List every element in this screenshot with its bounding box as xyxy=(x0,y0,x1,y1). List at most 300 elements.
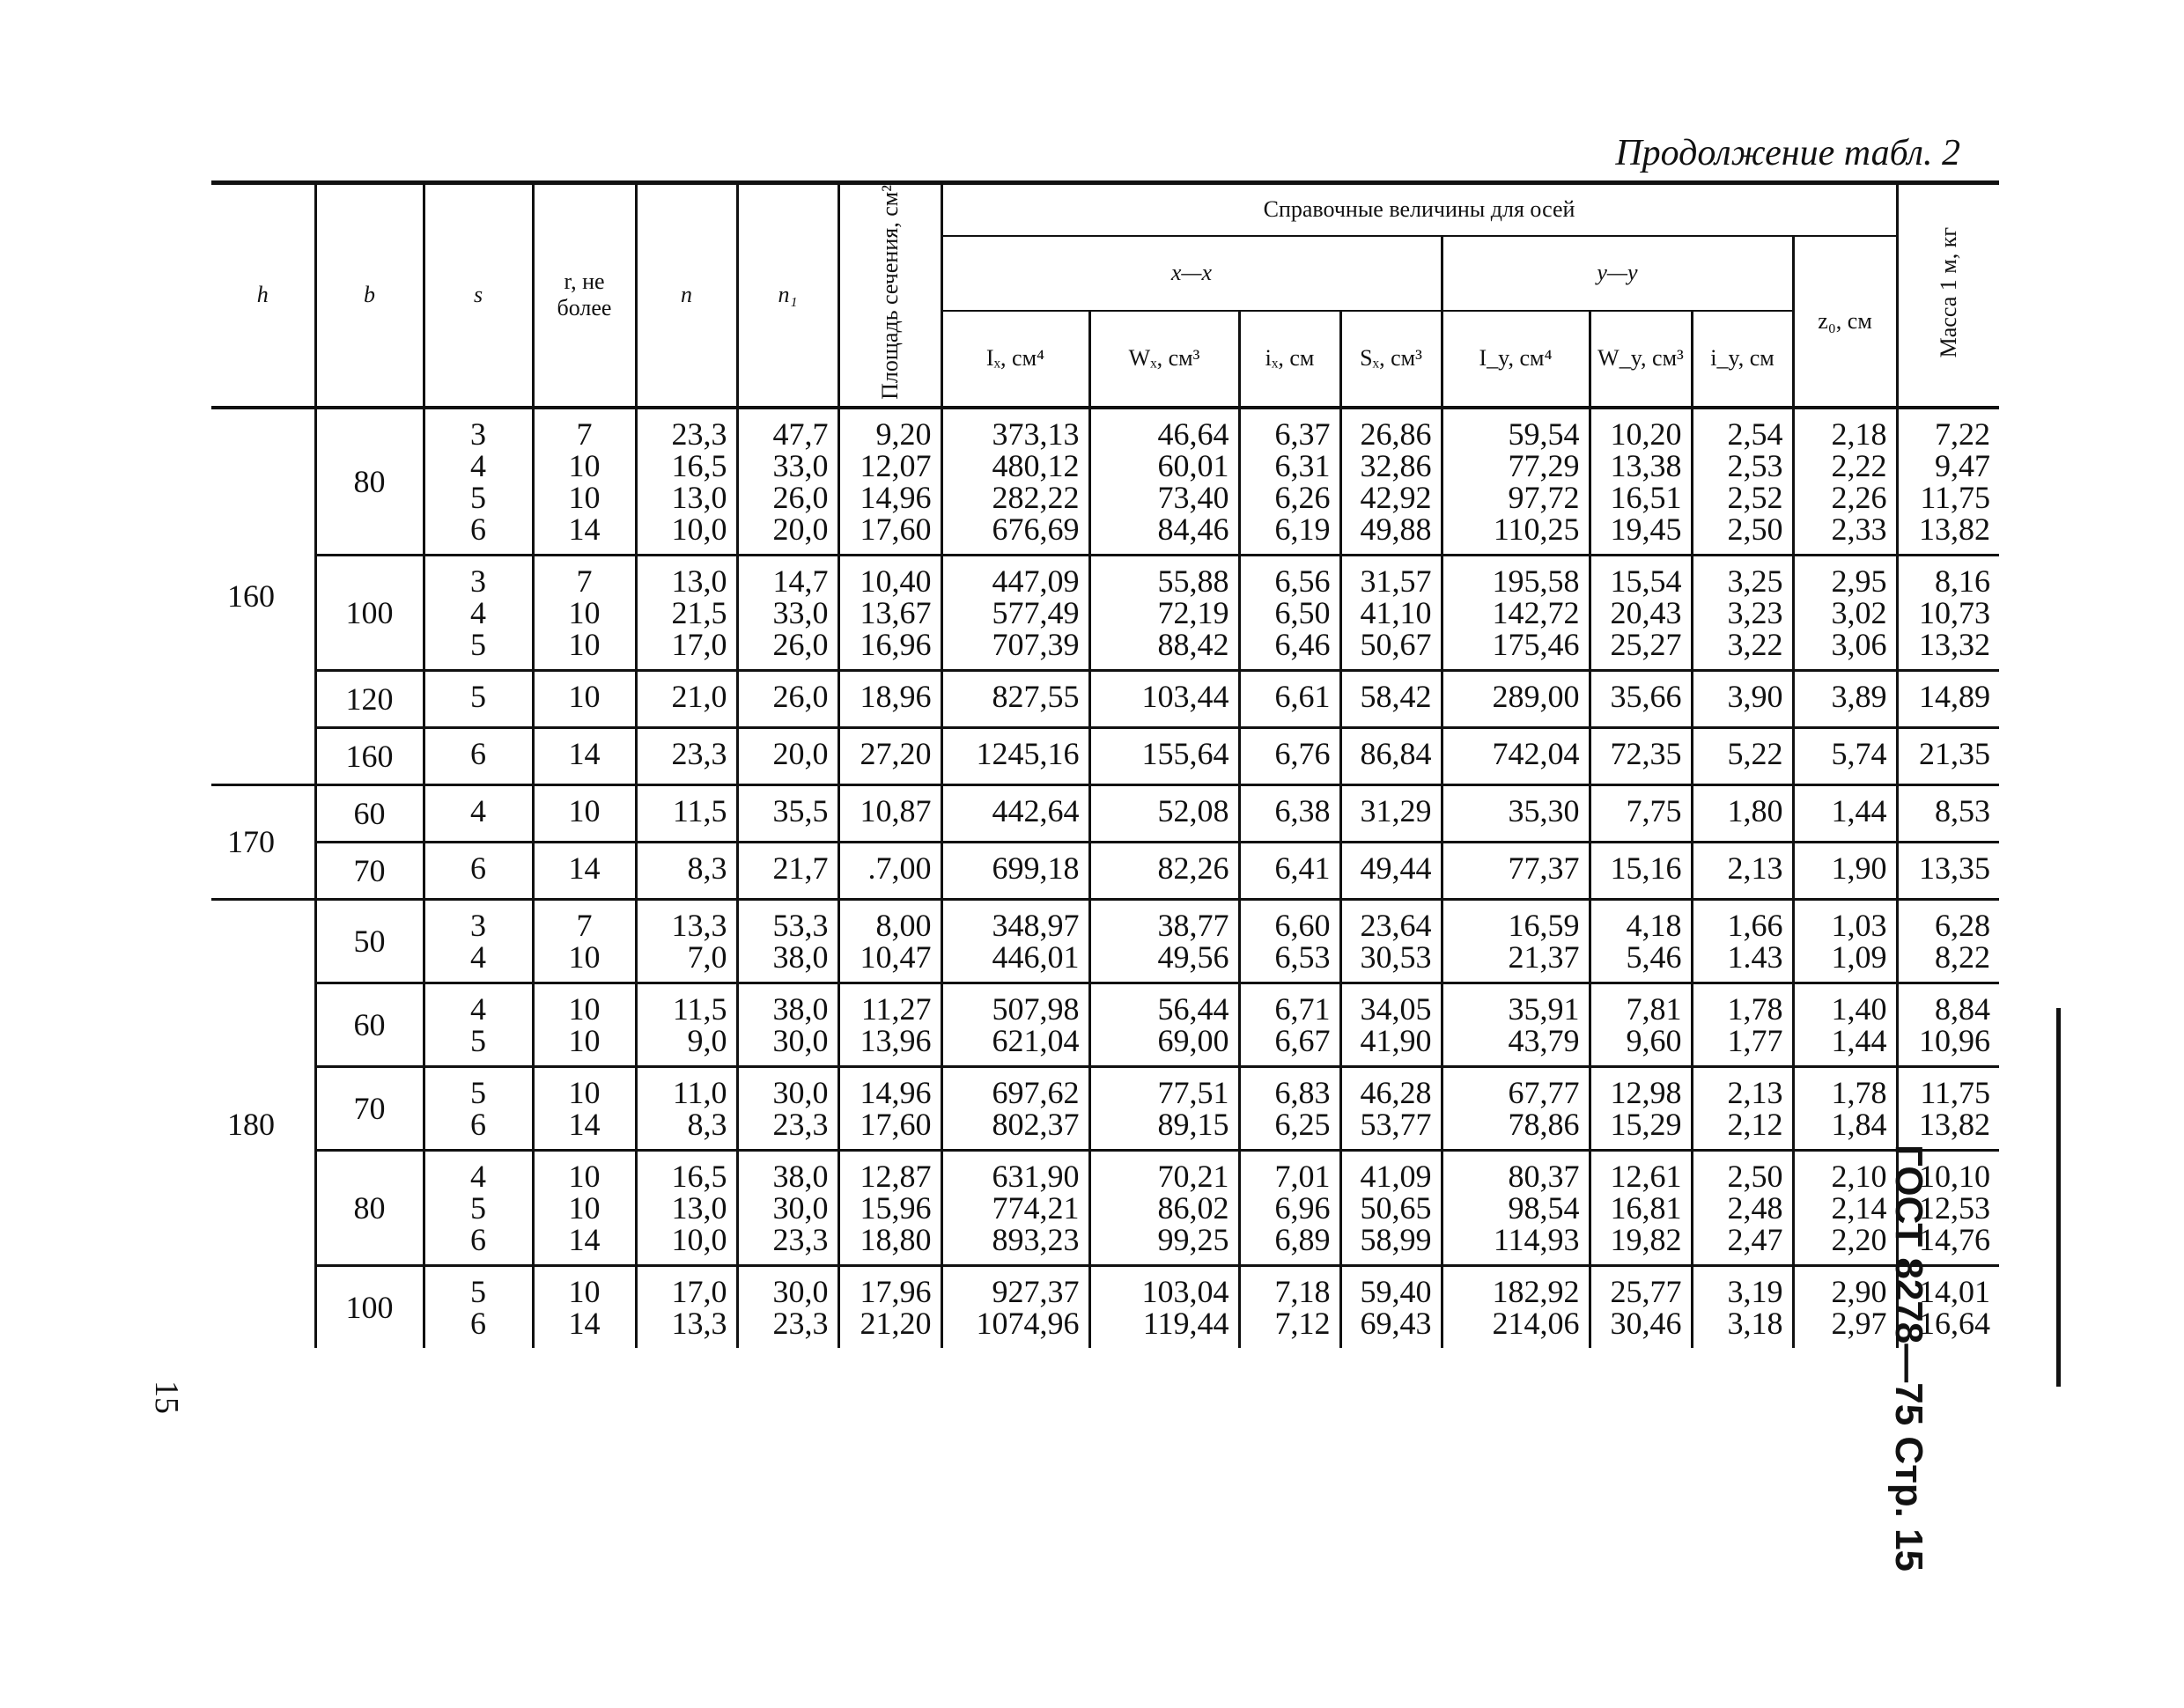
cell-n xyxy=(636,1150,737,1265)
table-row xyxy=(211,983,1999,1066)
cell-value: 97,72 xyxy=(1508,479,1580,515)
cell-value: 10,87 xyxy=(860,792,932,828)
cell-value: 6 xyxy=(470,511,486,547)
cell-ix xyxy=(1239,727,1340,784)
cell-Wx xyxy=(1089,1265,1239,1348)
cell-value: 13,82 xyxy=(1919,511,1991,547)
cell-value: 10,47 xyxy=(860,939,932,975)
cell-value: 6,46 xyxy=(1274,626,1331,662)
cell-value: 3 xyxy=(470,416,486,452)
cell-n1 xyxy=(737,983,838,1066)
cell-value: 4 xyxy=(470,447,486,483)
cell-value: 373,13 xyxy=(992,416,1080,452)
cell-area xyxy=(838,1066,941,1150)
table-row xyxy=(211,555,1999,670)
cell-value: 14 xyxy=(568,1221,601,1257)
cell-Sx xyxy=(1340,1265,1442,1348)
cell-value: 10,40 xyxy=(860,563,932,599)
cell-value: 1,80 xyxy=(1727,792,1783,828)
cell-Wy xyxy=(1590,842,1692,899)
cell-value: 10 xyxy=(568,990,601,1027)
cell-s xyxy=(424,1066,533,1150)
cell-b: 70 xyxy=(315,842,424,899)
cell-Ix xyxy=(941,1150,1089,1265)
cell-Sx xyxy=(1340,670,1442,727)
cell-value: 21,0 xyxy=(671,678,727,714)
cell-n xyxy=(636,727,737,784)
cell-value: 5 xyxy=(470,678,486,714)
cell-value: 114,93 xyxy=(1493,1221,1580,1257)
cell-value: 7,22 xyxy=(1935,416,1991,452)
cell-Wy xyxy=(1590,899,1692,983)
cell-mass xyxy=(1897,670,1999,727)
cell-value: 10 xyxy=(568,1189,601,1226)
cell-value: 35,66 xyxy=(1610,678,1682,714)
cell-value: 6,31 xyxy=(1274,447,1331,483)
cell-value: 14,7 xyxy=(772,563,829,599)
table-row xyxy=(211,408,1999,556)
cell-value: 214,06 xyxy=(1492,1305,1580,1341)
cell-value: 5,74 xyxy=(1831,735,1887,771)
cell-value: 6 xyxy=(470,850,486,886)
cell-value: 13,67 xyxy=(860,594,932,630)
cell-value: 52,08 xyxy=(1157,792,1229,828)
cell-value: 30,0 xyxy=(772,1273,829,1309)
cell-value: 282,22 xyxy=(992,479,1080,515)
cell-ix xyxy=(1239,1265,1340,1348)
cell-value: 16,64 xyxy=(1919,1305,1991,1341)
cell-Wy xyxy=(1590,408,1692,556)
cell-value: 9,20 xyxy=(875,416,932,452)
cell-s xyxy=(424,1265,533,1348)
cell-Sx xyxy=(1340,727,1442,784)
table-caption: Продолжение табл. 2 xyxy=(1615,133,1960,173)
header-z0: z₀, см xyxy=(1793,236,1897,408)
cell-value: 12,53 xyxy=(1919,1189,1991,1226)
cell-Iy xyxy=(1442,842,1590,899)
cell-value: 7,12 xyxy=(1274,1305,1331,1341)
cell-value: 34,05 xyxy=(1360,990,1432,1027)
cell-value: 15,54 xyxy=(1610,563,1682,599)
cell-value: 38,0 xyxy=(772,1158,829,1194)
cell-value: 6,53 xyxy=(1274,939,1331,975)
cell-value: 2,12 xyxy=(1727,1106,1783,1142)
cell-value: 26,0 xyxy=(772,678,829,714)
cell-s xyxy=(424,727,533,784)
cell-value: 72,35 xyxy=(1610,735,1682,771)
cell-ix xyxy=(1239,842,1340,899)
cell-value: 20,43 xyxy=(1610,594,1682,630)
cell-value: 10 xyxy=(568,447,601,483)
cell-value: 5,22 xyxy=(1727,735,1783,771)
cell-value: 26,86 xyxy=(1360,416,1432,452)
cell-value: 697,62 xyxy=(992,1074,1080,1110)
cell-value: 827,55 xyxy=(992,678,1080,714)
cell-value: 142,72 xyxy=(1492,594,1580,630)
header-Wy: W_y, см³ xyxy=(1590,311,1692,408)
cell-value: 3,22 xyxy=(1727,626,1783,662)
cell-value: 30,0 xyxy=(772,1022,829,1058)
cell-r xyxy=(533,842,636,899)
cell-iy xyxy=(1692,670,1793,727)
cell-value: .7,00 xyxy=(867,850,932,886)
header-s: s xyxy=(424,183,533,408)
cell-z0 xyxy=(1793,555,1897,670)
cell-value: 13,38 xyxy=(1610,447,1682,483)
header-reference: Справочные величины для осей xyxy=(941,183,1897,236)
cell-Ix xyxy=(941,1265,1089,1348)
cell-value: 50,67 xyxy=(1360,626,1432,662)
cell-value: 30,53 xyxy=(1360,939,1432,975)
cell-Iy xyxy=(1442,555,1590,670)
cell-value: 9,0 xyxy=(687,1022,727,1058)
cell-value: 676,69 xyxy=(992,511,1080,547)
cell-Sx xyxy=(1340,842,1442,899)
cell-value: 348,97 xyxy=(992,907,1080,943)
cell-h: 180 xyxy=(211,899,315,1348)
cell-ix xyxy=(1239,408,1340,556)
cell-value: 23,3 xyxy=(772,1106,829,1142)
cell-value: 19,45 xyxy=(1610,511,1682,547)
cell-value: 10,73 xyxy=(1919,594,1991,630)
cell-value: 8,53 xyxy=(1935,792,1991,828)
cell-mass xyxy=(1897,842,1999,899)
cell-n xyxy=(636,899,737,983)
cell-value: 38,77 xyxy=(1157,907,1229,943)
table-row xyxy=(211,784,1999,842)
cell-value: 80,37 xyxy=(1508,1158,1580,1194)
side-rule xyxy=(2056,1008,2061,1387)
cell-Wx xyxy=(1089,408,1239,556)
cell-b: 160 xyxy=(315,727,424,784)
cell-value: 86,02 xyxy=(1157,1189,1229,1226)
cell-value: 1,78 xyxy=(1727,990,1783,1027)
cell-value: 21,7 xyxy=(772,850,829,886)
cell-value: 21,20 xyxy=(860,1305,932,1341)
cell-value: 6 xyxy=(470,1221,486,1257)
cell-value: 20,0 xyxy=(772,735,829,771)
cell-mass xyxy=(1897,899,1999,983)
cell-value: 6 xyxy=(470,1305,486,1341)
cell-value: 12,07 xyxy=(860,447,932,483)
cell-b: 70 xyxy=(315,1066,424,1150)
cell-value: 10,20 xyxy=(1610,416,1682,452)
cell-value: 17,96 xyxy=(860,1273,932,1309)
cell-value: 1,77 xyxy=(1727,1022,1783,1058)
cell-Sx xyxy=(1340,899,1442,983)
cell-value: 16,96 xyxy=(860,626,932,662)
cell-value: 11,0 xyxy=(672,1074,727,1110)
cell-value: 2,95 xyxy=(1831,563,1887,599)
cell-value: 8,22 xyxy=(1935,939,1991,975)
cell-Wx xyxy=(1089,842,1239,899)
cell-value: 442,64 xyxy=(992,792,1080,828)
cell-n xyxy=(636,1265,737,1348)
page-number: 15 xyxy=(148,1380,185,1414)
cell-b: 50 xyxy=(315,899,424,983)
cell-value: 289,00 xyxy=(1492,678,1580,714)
profile-table xyxy=(211,180,1999,1348)
cell-value: 13,0 xyxy=(671,1189,727,1226)
cell-value: 3,19 xyxy=(1727,1273,1783,1309)
cell-value: 49,44 xyxy=(1360,850,1432,886)
cell-iy xyxy=(1692,899,1793,983)
cell-value: 69,43 xyxy=(1360,1305,1432,1341)
cell-value: 893,23 xyxy=(992,1221,1080,1257)
cell-mass xyxy=(1897,1066,1999,1150)
cell-value: 10 xyxy=(568,1022,601,1058)
cell-ix xyxy=(1239,670,1340,727)
cell-b: 100 xyxy=(315,1265,424,1348)
cell-Sx xyxy=(1340,784,1442,842)
cell-value: 30,0 xyxy=(772,1189,829,1226)
cell-area xyxy=(838,408,941,556)
cell-value: 11,75 xyxy=(1920,479,1991,515)
cell-value: 23,64 xyxy=(1360,907,1432,943)
cell-value: 2,18 xyxy=(1831,416,1887,452)
cell-mass xyxy=(1897,727,1999,784)
cell-value: 10 xyxy=(568,1074,601,1110)
header-h: h xyxy=(211,183,315,408)
cell-value: 56,44 xyxy=(1157,990,1229,1027)
cell-value: 3,89 xyxy=(1831,678,1887,714)
cell-r xyxy=(533,1265,636,1348)
cell-value: 4 xyxy=(470,594,486,630)
cell-area xyxy=(838,784,941,842)
cell-value: 73,40 xyxy=(1157,479,1229,515)
cell-value: 155,64 xyxy=(1141,735,1229,771)
cell-value: 23,3 xyxy=(671,735,727,771)
cell-value: 23,3 xyxy=(772,1305,829,1341)
cell-value: 10 xyxy=(568,939,601,975)
cell-value: 4 xyxy=(470,792,486,828)
header-iy: i_y, см xyxy=(1692,311,1793,408)
cell-value: 6,25 xyxy=(1274,1106,1331,1142)
cell-value: 11,5 xyxy=(672,792,727,828)
cell-area xyxy=(838,983,941,1066)
cell-Ix xyxy=(941,727,1089,784)
header-n: n xyxy=(636,183,737,408)
cell-value: 21,37 xyxy=(1508,939,1580,975)
cell-z0 xyxy=(1793,727,1897,784)
cell-value: 6,28 xyxy=(1935,907,1991,943)
cell-value: 49,56 xyxy=(1157,939,1229,975)
cell-value: 195,58 xyxy=(1492,563,1580,599)
cell-iy xyxy=(1692,727,1793,784)
cell-value: 7 xyxy=(576,563,593,599)
cell-value: 20,0 xyxy=(772,511,829,547)
cell-value: 6,50 xyxy=(1274,594,1331,630)
cell-value: 18,96 xyxy=(860,678,932,714)
cell-Iy xyxy=(1442,1066,1590,1150)
cell-value: 577,49 xyxy=(992,594,1080,630)
cell-n xyxy=(636,1066,737,1150)
cell-value: 46,64 xyxy=(1157,416,1229,452)
cell-value: 6 xyxy=(470,735,486,771)
cell-Wy xyxy=(1590,727,1692,784)
cell-iy xyxy=(1692,408,1793,556)
cell-value: 2,50 xyxy=(1727,511,1783,547)
cell-z0 xyxy=(1793,842,1897,899)
cell-value: 6,26 xyxy=(1274,479,1331,515)
cell-h: 160 xyxy=(227,578,275,615)
cell-value: 6,37 xyxy=(1274,416,1331,452)
header-r: r, не более xyxy=(533,183,636,408)
cell-value: 4 xyxy=(470,1158,486,1194)
cell-value: 5 xyxy=(470,1273,486,1309)
cell-Wy xyxy=(1590,1150,1692,1265)
cell-value: 2,97 xyxy=(1831,1305,1887,1341)
cell-value: 77,51 xyxy=(1157,1074,1229,1110)
cell-Wx xyxy=(1089,670,1239,727)
cell-Sx xyxy=(1340,555,1442,670)
cell-n1 xyxy=(737,784,838,842)
cell-value: 7 xyxy=(576,907,593,943)
cell-z0 xyxy=(1793,1265,1897,1348)
cell-n xyxy=(636,555,737,670)
cell-value: 10 xyxy=(568,479,601,515)
cell-mass xyxy=(1897,784,1999,842)
cell-r xyxy=(533,899,636,983)
cell-value: 14,76 xyxy=(1919,1221,1991,1257)
cell-value: 10,96 xyxy=(1919,1022,1991,1058)
cell-value: 77,37 xyxy=(1508,850,1580,886)
cell-value: 53,77 xyxy=(1360,1106,1432,1142)
header-n1: n₁ xyxy=(737,183,838,408)
cell-n1 xyxy=(737,727,838,784)
cell-iy xyxy=(1692,1150,1793,1265)
cell-value: 26,0 xyxy=(772,479,829,515)
cell-value: 1,03 xyxy=(1831,907,1887,943)
cell-value: 2,50 xyxy=(1727,1158,1783,1194)
cell-value: 82,26 xyxy=(1157,850,1229,886)
cell-n1 xyxy=(737,670,838,727)
cell-value: 8,84 xyxy=(1935,990,1991,1027)
cell-value: 30,46 xyxy=(1610,1305,1682,1341)
cell-value: 621,04 xyxy=(992,1022,1080,1058)
cell-value: 55,88 xyxy=(1157,563,1229,599)
cell-value: 58,42 xyxy=(1360,678,1432,714)
cell-value: 1,84 xyxy=(1831,1106,1887,1142)
cell-z0 xyxy=(1793,670,1897,727)
cell-value: 8,3 xyxy=(687,1106,727,1142)
table-row xyxy=(211,1150,1999,1265)
cell-Ix xyxy=(941,784,1089,842)
cell-value: 12,87 xyxy=(860,1158,932,1194)
cell-n1 xyxy=(737,842,838,899)
cell-ix xyxy=(1239,1066,1340,1150)
header-ix: iₓ, см xyxy=(1239,311,1340,408)
cell-value: 1,90 xyxy=(1831,850,1887,886)
cell-value: 2,90 xyxy=(1831,1273,1887,1309)
cell-b: 80 xyxy=(315,1150,424,1265)
cell-area xyxy=(838,1265,941,1348)
cell-s xyxy=(424,555,533,670)
cell-value: 49,88 xyxy=(1360,511,1432,547)
cell-ix xyxy=(1239,555,1340,670)
cell-value: 10,0 xyxy=(671,511,727,547)
cell-value: 4 xyxy=(470,990,486,1027)
cell-value: 2,20 xyxy=(1831,1221,1887,1257)
cell-value: 11,27 xyxy=(860,990,932,1027)
cell-z0 xyxy=(1793,983,1897,1066)
cell-value: 42,92 xyxy=(1360,479,1432,515)
cell-value: 446,01 xyxy=(992,939,1080,975)
cell-area xyxy=(838,670,941,727)
cell-value: 16,5 xyxy=(671,447,727,483)
cell-r xyxy=(533,1150,636,1265)
table-row xyxy=(211,899,1999,983)
cell-n xyxy=(636,670,737,727)
cell-value: 14,89 xyxy=(1919,678,1991,714)
cell-value: 9,47 xyxy=(1935,447,1991,483)
cell-r xyxy=(533,1066,636,1150)
cell-Wx xyxy=(1089,1066,1239,1150)
cell-value: 77,29 xyxy=(1508,447,1580,483)
cell-value: 6,38 xyxy=(1274,792,1331,828)
cell-value: 6,76 xyxy=(1274,735,1331,771)
cell-value: 8,3 xyxy=(687,850,727,886)
cell-value: 53,3 xyxy=(772,907,829,943)
cell-z0 xyxy=(1793,408,1897,556)
cell-value: 6,83 xyxy=(1274,1074,1331,1110)
cell-value: 50,65 xyxy=(1360,1189,1432,1226)
cell-value: 7,01 xyxy=(1274,1158,1331,1194)
cell-value: 47,7 xyxy=(772,416,829,452)
cell-value: 14 xyxy=(568,735,601,771)
header-mass: Масса 1 м, кг xyxy=(1897,183,1999,408)
cell-mass xyxy=(1897,1150,1999,1265)
cell-value: 13,35 xyxy=(1919,850,1991,886)
cell-value: 103,44 xyxy=(1141,678,1229,714)
cell-value: 21,5 xyxy=(671,594,727,630)
cell-value: 1,78 xyxy=(1831,1074,1887,1110)
cell-value: 3,23 xyxy=(1727,594,1783,630)
cell-value: 2,22 xyxy=(1831,447,1887,483)
cell-value: 59,40 xyxy=(1360,1273,1432,1309)
cell-Iy xyxy=(1442,899,1590,983)
cell-value: 58,99 xyxy=(1360,1221,1432,1257)
cell-mass xyxy=(1897,408,1999,556)
cell-value: 10 xyxy=(568,792,601,828)
cell-value: 182,92 xyxy=(1492,1273,1580,1309)
cell-Wx xyxy=(1089,784,1239,842)
cell-value: 3,06 xyxy=(1831,626,1887,662)
cell-value: 2,47 xyxy=(1727,1221,1783,1257)
cell-s xyxy=(424,408,533,556)
cell-value: 25,27 xyxy=(1610,626,1682,662)
cell-value: 7,81 xyxy=(1626,990,1682,1027)
cell-s xyxy=(424,1150,533,1265)
cell-value: 3 xyxy=(470,563,486,599)
cell-value: 13,96 xyxy=(860,1022,932,1058)
cell-ix xyxy=(1239,1150,1340,1265)
cell-ix xyxy=(1239,784,1340,842)
cell-value: 11,5 xyxy=(672,990,727,1027)
cell-value: 2,10 xyxy=(1831,1158,1887,1194)
cell-z0 xyxy=(1793,1066,1897,1150)
cell-Wy xyxy=(1590,784,1692,842)
cell-value: 13,32 xyxy=(1919,626,1991,662)
cell-value: 802,37 xyxy=(992,1106,1080,1142)
cell-value: 16,81 xyxy=(1610,1189,1682,1226)
cell-r xyxy=(533,983,636,1066)
cell-value: 33,0 xyxy=(772,594,829,630)
cell-value: 507,98 xyxy=(992,990,1080,1027)
table-row xyxy=(211,1265,1999,1348)
cell-n1 xyxy=(737,899,838,983)
cell-Iy xyxy=(1442,408,1590,556)
